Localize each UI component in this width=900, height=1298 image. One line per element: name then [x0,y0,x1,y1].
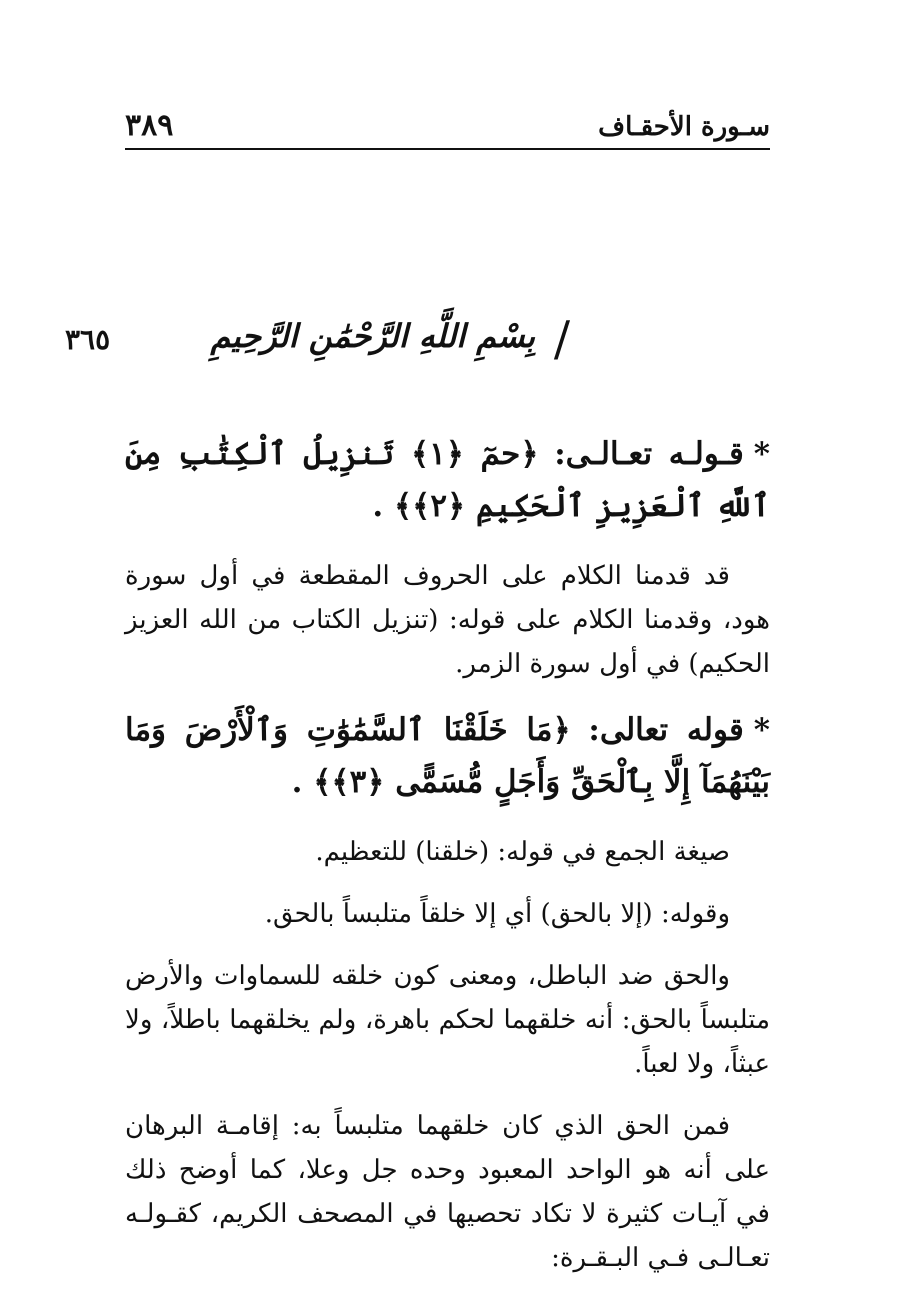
star-marker: * [753,436,770,472]
quran-text: ﴿حمٓ ﴿١﴾ تَنزِيلُ ٱلْكِتَٰبِ مِنَ ٱللَّهِ ٱلْعَزِيزِ ٱلْحَكِيمِ ﴿٢﴾﴾ . [125,436,770,524]
page-break-slash: / [553,311,570,367]
verse-block-2 [125,704,770,808]
margin-page-reference: ٣٦٥ [65,323,111,356]
page-content [125,428,770,1298]
star-marker: * [753,712,771,748]
verse-lead: قوله تعالى: [588,712,744,748]
quran-text: ﴿مَا خَلَقْنَا ٱلسَّمَٰوَٰتِ وَٱلْأَرْضَ وَمَا بَيْنَهُمَآ إِلَّا بِٱلْحَقِّ وَأَجَلٍ مُّسَمًّى ﴿٣﴾﴾ . [125,712,770,800]
paragraph-2: صيغة الجمع في قوله: (خلقنا) للتعظيم. [315,837,730,867]
paragraph-5: فمن الحق الذي كان خلقهما متلبساً به: إقامـة البرهان على أنه هو الواحد المعبود وحده جل وعلا، كما أوضح ذلك في آيـات كثيرة لا تكاد تحصيها في المصحف الكريم، كقـولـه تعـالـى فـي البـقـرة: [125,1111,771,1273]
page-number: ٣٨٩ [125,108,174,143]
basmala-row [125,305,770,380]
paragraph-4: والحق ضد الباطل، ومعنى كون خلقه للسماوات والأرض متلبساً بالحق: أنه خلقهما لحكم باهرة، ولم يخلقهما باطلاً، ولا عبثاً، ولا لعباً. [125,961,770,1079]
basmala: بِسْمِ اللَّهِ الرَّحْمَٰنِ الرَّحِيمِ [210,317,535,355]
verse-block-1 [125,428,770,532]
surah-title: سـورة الأحقـاف [598,112,770,142]
verse-lead: قـولـه تعـالـى: [554,436,744,472]
paragraph-3: وقوله: (إلا بالحق) أي إلا خلقاً متلبساً بالحق. [264,899,730,929]
paragraph-1: قد قدمنا الكلام على الحروف المقطعة في أول سورة هود، وقدمنا الكلام على قوله: (تنزيل الكتاب من الله العزيز الحكيم) في أول سورة الزمر. [125,561,770,679]
page-header [125,100,770,150]
